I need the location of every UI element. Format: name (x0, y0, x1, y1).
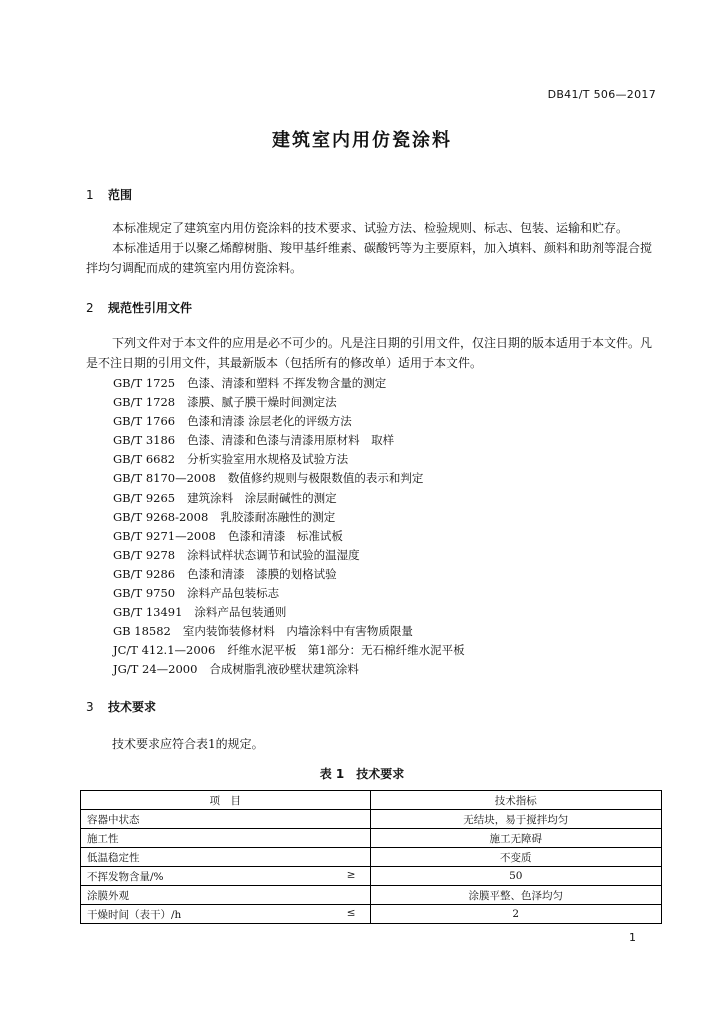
reference-item: GB/T 9271—2008 色漆和清漆 标准试板 (113, 528, 343, 543)
document-title: 建筑室内用仿瓷涂料 (272, 130, 452, 151)
section-1-paragraph-2: 本标准适用于以聚乙烯醇树脂、羧甲基纤维素、碳酸钙等为主要原料，加入填料、颜料和助剂等混合搅拌均匀调配而成的建筑室内用仿瓷涂料。 (86, 241, 653, 275)
section-title: 范围 (108, 188, 133, 202)
page-number: 1 (629, 931, 636, 944)
technical-requirements-table (80, 790, 662, 924)
table-row: 施工性 施工无障碍 (81, 829, 662, 848)
reference-list (113, 374, 465, 680)
reference-item: JG/T 24—2000 合成树脂乳液砂壁状建筑涂料 (113, 662, 359, 677)
reference-item: GB/T 1725 色漆、清漆和塑料 不挥发物含量的测定 (113, 376, 387, 390)
reference-item: GB/T 3186 色漆、清漆和色漆与清漆用原材料 取样 (113, 433, 395, 448)
table-row: 容器中状态 无结块，易于搅拌均匀 (81, 810, 662, 829)
section-1-paragraph-1: 本标准规定了建筑室内用仿瓷涂料的技术要求、试验方法、检验规则、标志、包装、运输和贮存。 (112, 221, 629, 235)
section-2-heading (86, 299, 192, 316)
reference-item: GB/T 9278 涂料试样状态调节和试验的温湿度 (113, 547, 360, 562)
reference-item: GB/T 1766 色漆和清漆 涂层老化的评级方法 (113, 414, 352, 429)
table-row: 不挥发物含量/% ≥ 50 (81, 867, 662, 886)
reference-item: GB/T 9286 色漆和清漆 漆膜的划格试验 (113, 566, 337, 581)
reference-item: GB/T 9265 建筑涂料 涂层耐碱性的测定 (113, 490, 337, 505)
reference-item: GB/T 6682 分析实验室用水规格及试验方法 (113, 452, 349, 467)
reference-item: JC/T 412.1—2006 纤维水泥平板 第1部分：无石棉纤维水泥平板 (113, 643, 465, 658)
column-header-item: 项 目 (81, 791, 371, 810)
reference-item: GB/T 9750 涂料产品包装标志 (113, 586, 280, 601)
section-number: 1 (86, 188, 94, 202)
section-3-paragraph-1: 技术要求应符合表1的规定。 (112, 737, 264, 751)
section-title: 技术要求 (108, 700, 157, 714)
section-number: 2 (86, 301, 94, 315)
table-caption: 表 1 技术要求 (319, 767, 405, 781)
reference-item: GB/T 8170—2008 数值修约规则与极限数值的表示和判定 (113, 471, 424, 486)
section-3-heading (86, 698, 156, 715)
section-number: 3 (86, 700, 94, 714)
standard-code: DB41/T 506—2017 (547, 88, 656, 101)
reference-item: GB/T 13491 涂料产品包装通则 (113, 605, 287, 620)
column-header-value: 技术指标 (370, 791, 661, 810)
section-1-heading (86, 186, 132, 203)
reference-item: GB/T 9268-2008 乳胶漆耐冻融性的测定 (113, 509, 336, 524)
section-2-paragraph-1: 下列文件对于本文件的应用是必不可少的。凡是注日期的引用文件，仅注日期的版本适用于本文件。凡是不注日期的引用文件，其最新版本（包括所有的修改单）适用于本文件。 (86, 336, 653, 370)
reference-item: GB/T 1728 漆膜、腻子膜干燥时间测定法 (113, 395, 337, 410)
table-row: 干燥时间（表干）/h ≤ 2 (81, 905, 662, 924)
table-header-row (81, 791, 662, 810)
table-row: 低温稳定性 不变质 (81, 848, 662, 867)
section-title: 规范性引用文件 (108, 301, 193, 315)
table-row: 涂膜外观 涂膜平整、色泽均匀 (81, 886, 662, 905)
reference-item: GB 18582 室内装饰装修材料 内墙涂料中有害物质限量 (113, 624, 413, 639)
